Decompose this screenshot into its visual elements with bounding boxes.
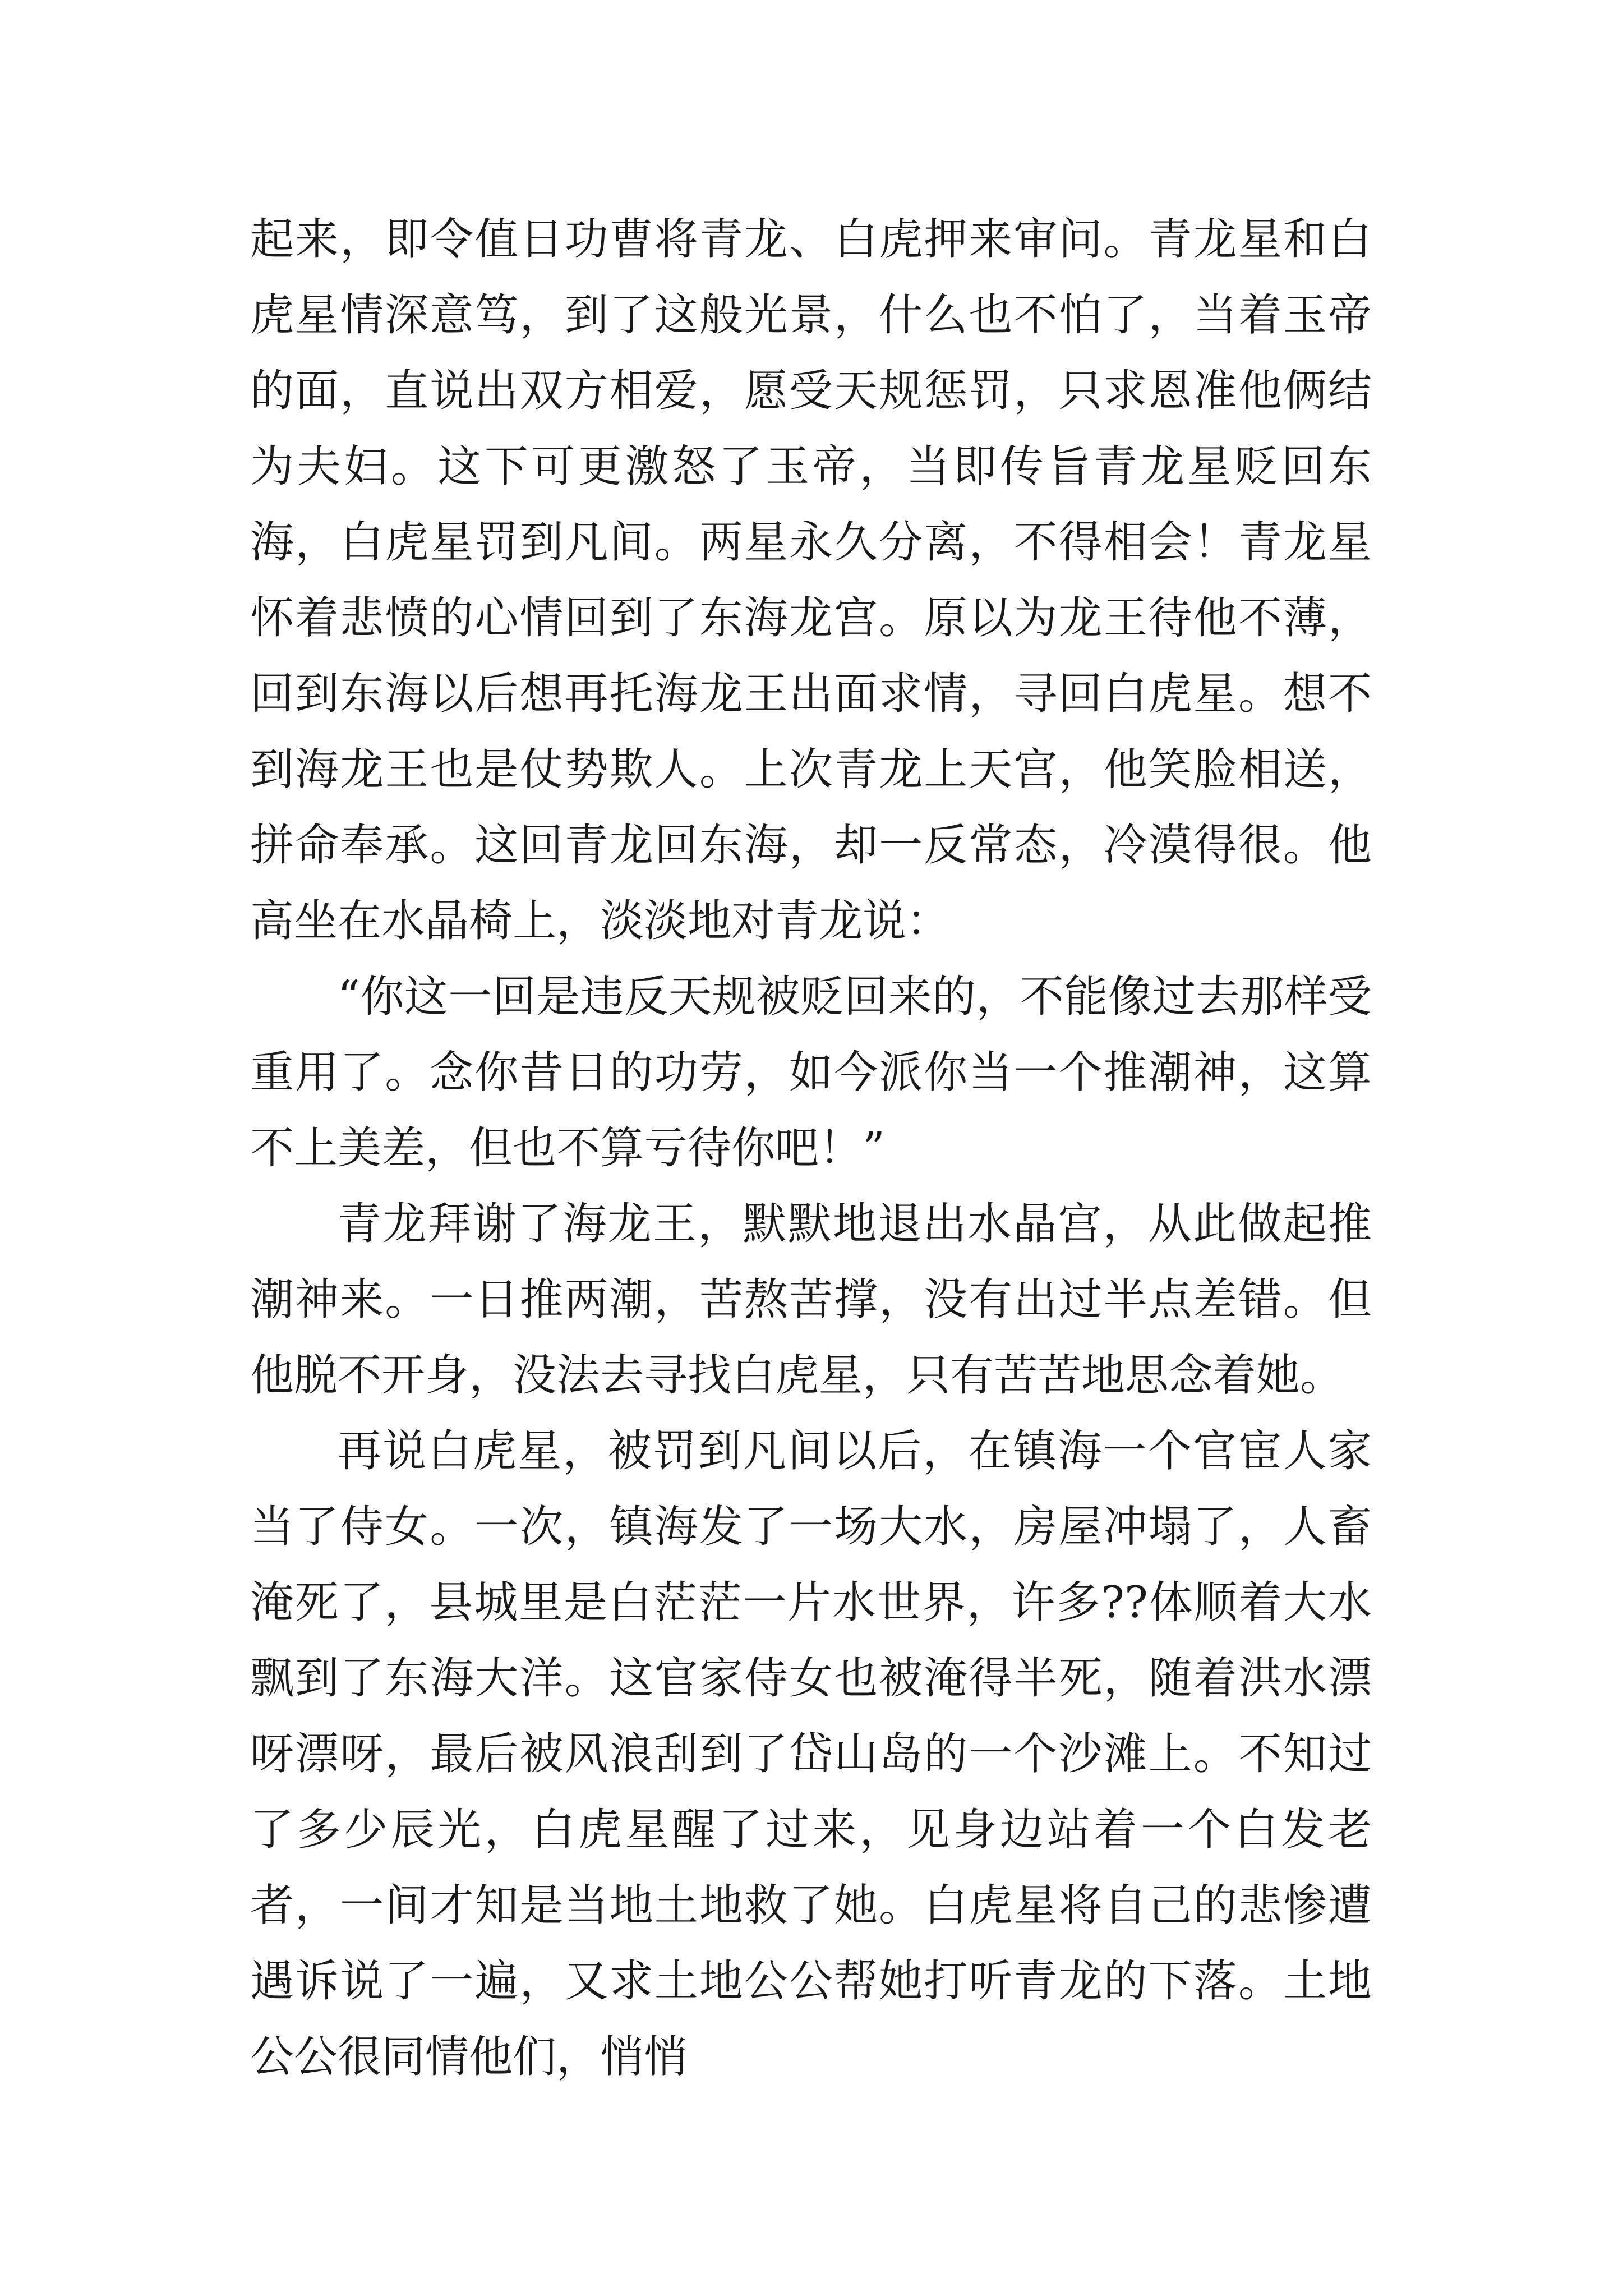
- paragraph-2: “你这一回是违反天规被贬回来的，不能像过去那样受重用了。念你昔日的功劳，如今派你当一个推潮神，这算不上美差，但也不算亏待你吧！”: [250, 972, 1372, 1174]
- body-text: [250, 202, 1372, 2095]
- paragraph-1: 起来，即令值日功曹将青龙、白虎押来审问。青龙星和白虎星情深意笃，到了这般光景，什么也不怕了，当着玉帝的面，直说出双方相爱，愿受天规惩罚，只求恩准他俩结为夫妇。这下可更激怒了玉帝，当即传旨青龙星贬回东海，白虎星罚到凡间。两星永久分离，不得相会！青龙星怀着悲愤的心情回到了东海龙宫。原以为龙王待他不薄，回到东海以后想再托海龙王出面求情，寻回白虎星。想不到海龙王也是仗势欺人。上次青龙上天宫，他笑脸相送，拼命奉承。这回青龙回东海，却一反常态，冷漠得很。他高坐在水晶椅上，淡淡地对青龙说：: [250, 214, 1372, 946]
- paragraph-3: 青龙拜谢了海龙王，默默地退出水晶宫，从此做起推潮神来。一日推两潮，苦熬苦撑，没有出过半点差错。但他脱不开身，没法去寻找白虎星，只有苦苦地思念着她。: [250, 1199, 1372, 1401]
- paragraph-4: 再说白虎星，被罚到凡间以后，在镇海一个官宦人家当了侍女。一次，镇海发了一场大水，房屋冲塌了，人畜淹死了，县城里是白茫茫一片水世界，许多??体顺着大水飘到了东海大洋。这官家侍女也被淹得半死，随着洪水漂呀漂呀，最后被风浪刮到了岱山岛的一个沙滩上。不知过了多少辰光，白虎星醒了过来，见身边站着一个白发老者，一间才知是当地土地救了她。白虎星将自己的悲惨遭遇诉说了一遍，又求土地公公帮她打听青龙的下落。土地公公很同情他们，悄悄: [250, 1426, 1372, 2082]
